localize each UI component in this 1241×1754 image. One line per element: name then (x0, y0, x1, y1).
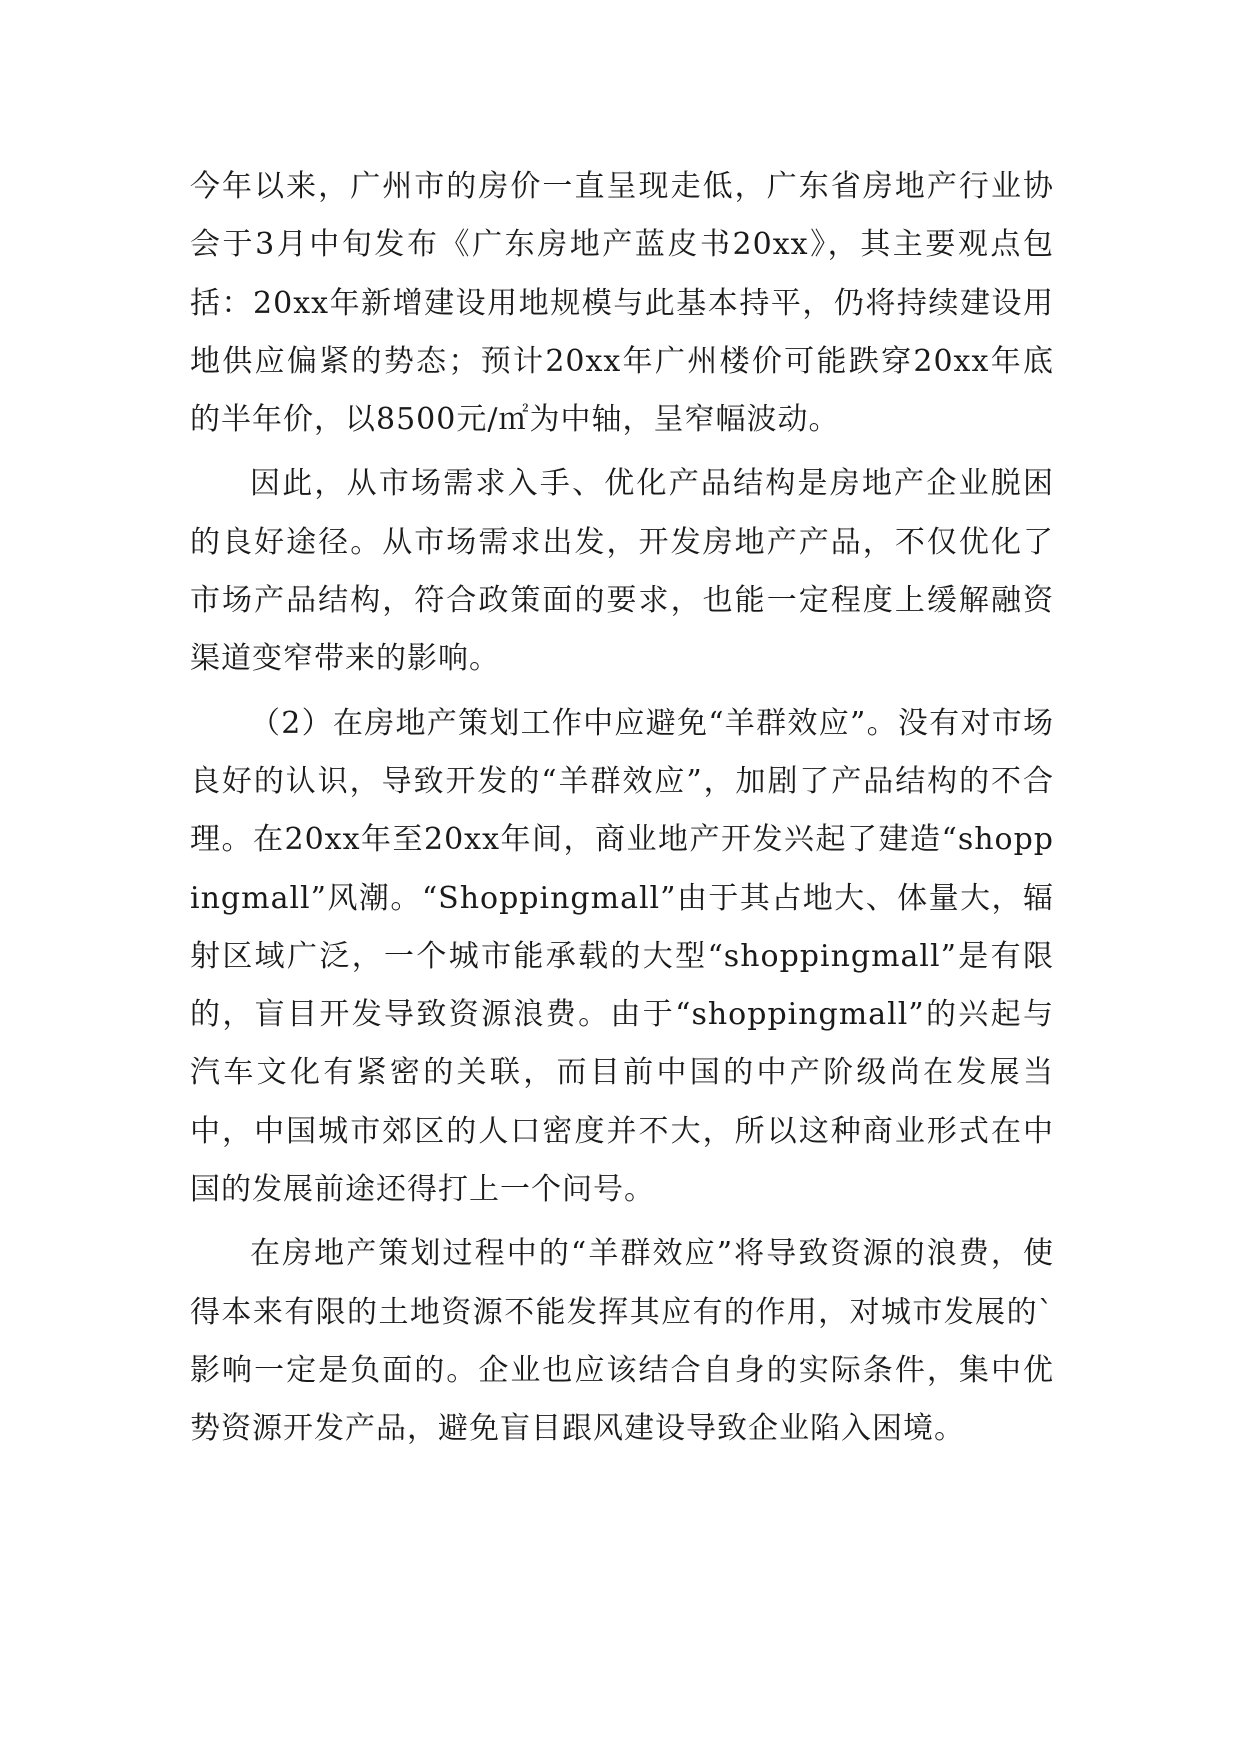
paragraph-market-demand: 因此，从市场需求入手、优化产品结构是房地产企业脱困的良好途径。从市场需求出发，开发房地产产品，不仅优化了市场产品结构，符合政策面的要求，也能一定程度上缓解融资渠道变窄带来的影响。 (190, 466, 1054, 677)
paragraph-conclusion: 在房地产策划过程中的“羊群效应”将导致资源的浪费，使得本来有限的土地资源不能发挥其应有的作用，对城市发展的`影响一定是负面的。企业也应该结合自身的实际条件，集中优势资源开发产品，避免盲目跟风建设导致企业陷入困境。 (190, 1236, 1054, 1447)
document-body (190, 158, 1054, 1459)
paragraph-housing-price: 今年以来，广州市的房价一直呈现走低，广东省房地产行业协会于3月中旬发布《广东房地产蓝皮书20xx》，其主要观点包括：20xx年新增建设用地规模与此基本持平，仍将持续建设用地供应偏紧的势态；预计20xx年广州楼价可能跌穿20xx年底的半年价，以8500元/㎡为中轴，呈窄幅波动。 (190, 169, 1054, 438)
paragraph-herd-effect: （2）在房地产策划工作中应避免“羊群效应”。没有对市场良好的认识，导致开发的“羊群效应”，加剧了产品结构的不合理。在20xx年至20xx年间，商业地产开发兴起了建造“shoppingmall”风潮。“Shoppingmall”由于其占地大、体量大，辐射区域广泛，一个城市能承载的大型“shoppingmall”是有限的，盲目开发导致资源浪费。由于“shoppingmall”的兴起与汽车文化有紧密的关联，而目前中国的中产阶级尚在发展当中，中国城市郊区的人口密度并不大，所以这种商业形式在中国的发展前途还得打上一个问号。 (190, 705, 1054, 1208)
